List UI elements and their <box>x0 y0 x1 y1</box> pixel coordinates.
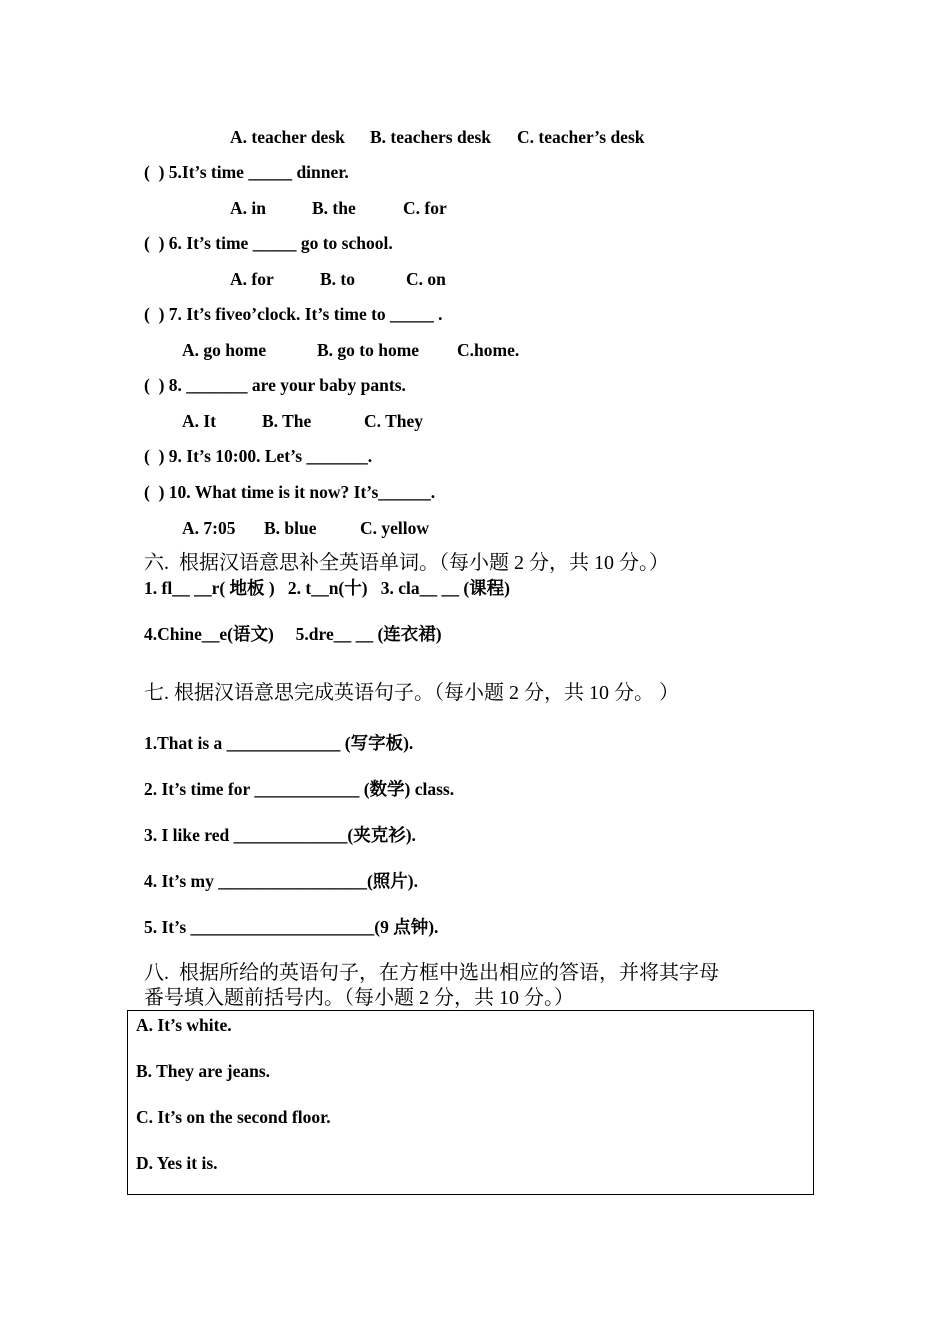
section8-heading-line2: 番号填入题前括号内。（每小题 2 分，共 10 分。） <box>144 987 574 1009</box>
section6-heading: 六. 根据汉语意思补全英语单词。（每小题 2 分，共 10 分。） <box>144 552 669 574</box>
section7-item-3: 3. I like red _____________(夹克衫). <box>144 825 416 845</box>
section7-item-5: 5. It’s _____________________(9 点钟). <box>144 917 439 937</box>
answer-choice-b: B. They are jeans. <box>136 1061 271 1081</box>
answer-choices-box <box>127 1010 814 1195</box>
q10-stem: ( ) 10. What time is it now? It’s______. <box>144 482 436 502</box>
q7-stem: ( ) 7. It’s fiveo’clock. It’s time to _____ . <box>144 304 443 324</box>
q6-option-c: C. on <box>406 269 446 289</box>
q10-option-c: C. yellow <box>360 518 430 538</box>
q4-option-b: B. teachers desk <box>370 127 492 147</box>
q8-option-b: B. The <box>262 411 312 431</box>
q6-option-a: A. for <box>230 269 274 289</box>
q5-option-a: A. in <box>230 198 266 218</box>
answer-choice-a: A. It’s white. <box>136 1015 232 1035</box>
q4-option-c: C. teacher’s desk <box>517 127 645 147</box>
answer-choice-c: C. It’s on the second floor. <box>136 1107 331 1127</box>
q8-option-a: A. It <box>182 411 217 431</box>
q7-option-b: B. go to home <box>317 340 420 360</box>
q7-option-c: C.home. <box>457 340 520 360</box>
answer-choice-d: D. Yes it is. <box>136 1153 218 1173</box>
q5-option-b: B. the <box>312 198 356 218</box>
q5-stem: ( ) 5.It’s time _____ dinner. <box>144 162 349 182</box>
q6-option-b: B. to <box>320 269 355 289</box>
section7-item-4: 4. It’s my _________________(照片). <box>144 871 418 891</box>
q6-stem: ( ) 6. It’s time _____ go to school. <box>144 233 393 253</box>
q9-stem: ( ) 9. It’s 10:00. Let’s _______. <box>144 446 373 466</box>
q8-stem: ( ) 8. _______ are your baby pants. <box>144 375 406 395</box>
section8-heading-line1: 八. 根据所给的英语句子，在方框中选出相应的答语，并将其字母 <box>144 962 719 984</box>
q10-option-a: A. 7:05 <box>182 518 236 538</box>
section6-line1: 1. fl__ __r( 地板 ) 2. t__n(十) 3. cla__ __ (课程) <box>144 578 510 598</box>
q7-option-a: A. go home <box>182 340 267 360</box>
q10-option-b: B. blue <box>264 518 317 538</box>
section7-item-1: 1.That is a _____________ (写字板). <box>144 733 414 753</box>
q8-option-c: C. They <box>364 411 423 431</box>
q5-option-c: C. for <box>403 198 447 218</box>
q4-option-a: A. teacher desk <box>230 127 345 147</box>
section7-heading: 七. 根据汉语意思完成英语句子。（每小题 2 分，共 10 分。 ） <box>144 682 679 704</box>
section6-line2: 4.Chine__e(语文) 5.dre__ __ (连衣裙) <box>144 624 442 644</box>
section7-item-2: 2. It’s time for ____________ (数学) class. <box>144 779 455 799</box>
